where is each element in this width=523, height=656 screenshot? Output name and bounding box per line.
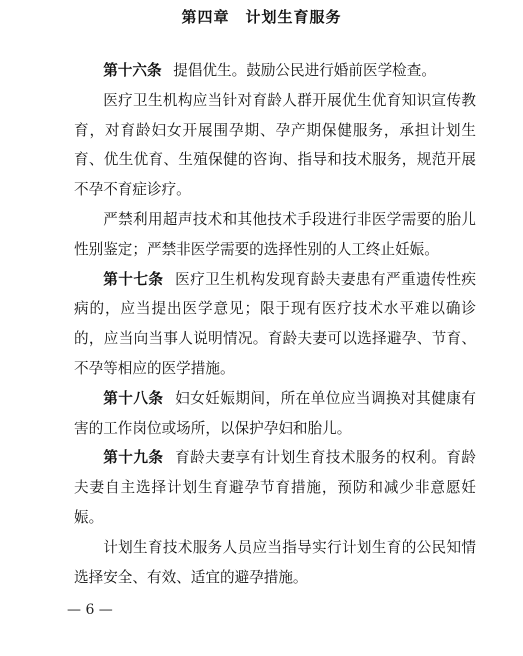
paragraph-article-16 <box>74 56 476 86</box>
paragraph-article-18 <box>74 384 476 444</box>
paragraph-article-16-clause-3 <box>74 205 476 265</box>
paragraph-text: 严禁利用超声技术和其他技术手段进行非医学需要的胎儿性别鉴定；严禁非医学需要的选择性别的人工终止妊娠。 <box>74 210 476 258</box>
paragraph-text: 计划生育技术服务人员应当指导实行计划生育的公民知情选择安全、有效、适宜的避孕措施。 <box>74 538 476 586</box>
paragraph-article-16-clause-2 <box>74 86 476 205</box>
article-number: 第十七条 <box>103 270 164 288</box>
paragraph-text: 育龄夫妻享有计划生育技术服务的权利。育龄夫妻自主选择计划生育避孕节育措施，预防和减少非意愿妊娠。 <box>74 449 476 526</box>
paragraph-text: 妇女妊娠期间，所在单位应当调换对其健康有害的工作岗位或场所，以保护孕妇和胎儿。 <box>74 389 476 437</box>
paragraph-article-19-clause-2 <box>74 533 476 593</box>
article-number: 第十六条 <box>103 62 162 79</box>
paragraph-article-19 <box>74 443 476 532</box>
paragraph-article-17 <box>74 265 476 384</box>
paragraph-text: 医疗卫生机构应当针对育龄人群开展优生优育知识宣传教育，对育龄妇女开展围孕期、孕产期保健服务，承担计划生育、优生优育、生殖保健的咨询、指导和技术服务，规范开展不孕不育症诊疗。 <box>74 91 476 199</box>
paragraph-text: 医疗卫生机构发现育龄夫妻患有严重遗传性疾病的，应当提出医学意见；限于现有医疗技术水平难以确诊的，应当向当事人说明情况。育龄夫妻可以选择避孕、节育、不孕等相应的医学措施。 <box>74 270 476 377</box>
article-number: 第十八条 <box>103 389 164 407</box>
article-number: 第十九条 <box>103 449 164 467</box>
chapter-title: 第四章 计划生育服务 <box>181 8 342 26</box>
document-body <box>74 56 476 592</box>
paragraph-text: 提倡优生。鼓励公民进行婚前医学检查。 <box>173 62 436 79</box>
page-number: — 6 — <box>67 602 113 618</box>
